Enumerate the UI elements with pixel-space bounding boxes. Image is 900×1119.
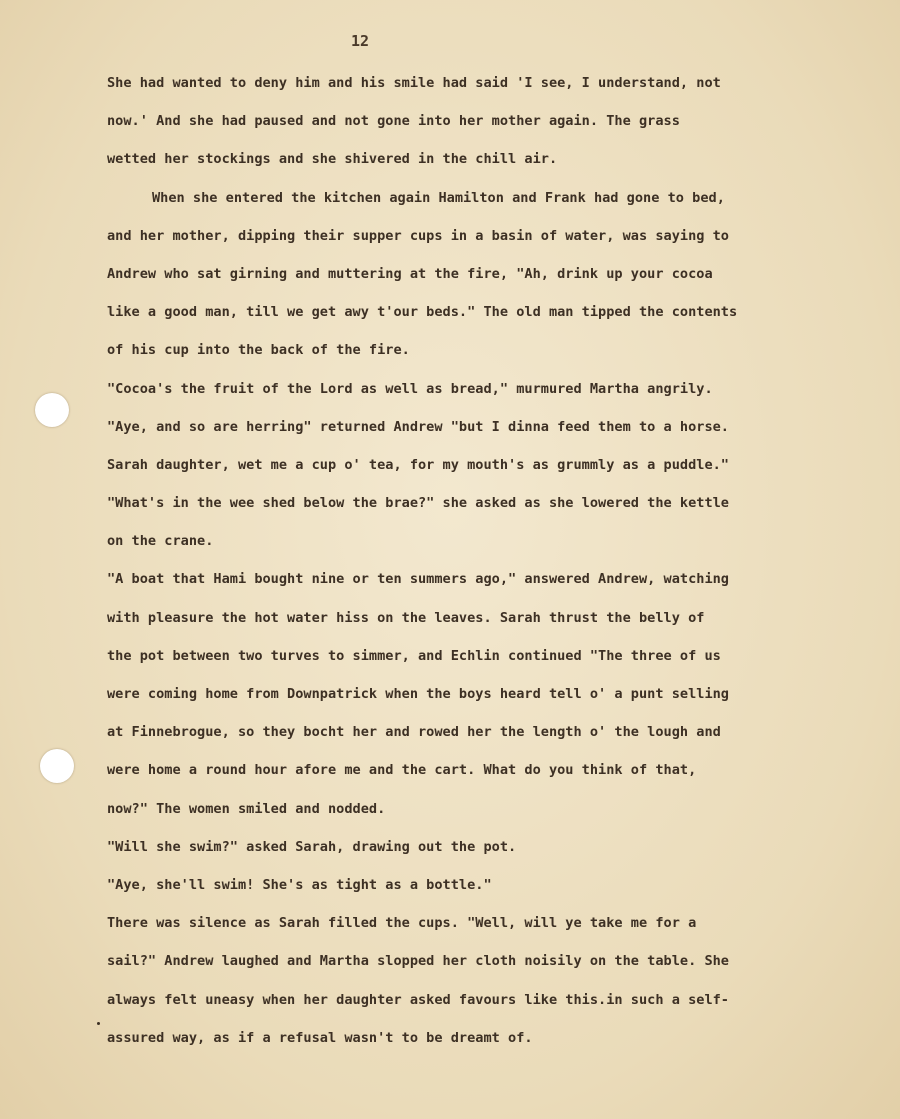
text-line: were home a round hour afore me and the cart. What do you think of that, (107, 762, 697, 779)
text-line: and her mother, dipping their supper cups in a basin of water, was saying to (107, 227, 729, 244)
text-line: the pot between two turves to simmer, and Echlin continued "The three of us (107, 647, 721, 664)
text-line: Sarah daughter, wet me a cup o' tea, for my mouth's as grummly as a puddle." (107, 456, 729, 473)
text-line: "A boat that Hami bought nine or ten summers ago," answered Andrew, watching (107, 571, 729, 588)
text-line: wetted her stockings and she shivered in the chill air. (107, 151, 558, 168)
punch-hole (35, 393, 69, 427)
text-line: now.' And she had paused and not gone into her mother again. The grass (107, 113, 680, 130)
text-line: with pleasure the hot water hiss on the leaves. Sarah thrust the belly of (107, 609, 705, 626)
text-line: When she entered the kitchen again Hamilton and Frank had gone to bed, (152, 189, 725, 206)
text-line: "Aye, and so are herring" returned Andrew "but I dinna feed them to a horse. (107, 418, 729, 435)
text-line: There was silence as Sarah filled the cups. "Well, will ye take me for a (107, 915, 697, 932)
text-line: sail?" Andrew laughed and Martha slopped her cloth noisily on the table. She (107, 953, 729, 970)
text-line: "What's in the wee shed below the brae?" she asked as she lowered the kettle (107, 495, 729, 512)
ink-speck (97, 1022, 100, 1025)
text-line: always felt uneasy when her daughter asked favours like this.in such a self- (107, 991, 729, 1008)
text-line: Andrew who sat girning and muttering at the fire, "Ah, drink up your cocoa (107, 265, 713, 282)
text-line: like a good man, till we get awy t'our beds." The old man tipped the contents (107, 304, 738, 321)
page-number: 12 (350, 32, 370, 50)
text-line: of his cup into the back of the fire. (107, 342, 410, 359)
text-line: assured way, as if a refusal wasn't to be dreamt of. (107, 1029, 533, 1046)
typed-text-block (107, 72, 827, 1065)
text-line: at Finnebrogue, so they bocht her and rowed her the length o' the lough and (107, 724, 721, 741)
text-line: "Will she swim?" asked Sarah, drawing out the pot. (107, 838, 517, 855)
text-line: "Cocoa's the fruit of the Lord as well as bread," murmured Martha angrily. (107, 380, 713, 397)
text-line: "Aye, she'll swim! She's as tight as a bottle." (107, 876, 492, 893)
punch-hole (40, 749, 74, 783)
text-line: She had wanted to deny him and his smile had said 'I see, I understand, not (107, 75, 721, 91)
text-line: were coming home from Downpatrick when the boys heard tell o' a punt selling (107, 686, 729, 702)
text-line: now?" The women smiled and nodded. (107, 800, 386, 817)
text-line: on the crane. (107, 533, 214, 550)
